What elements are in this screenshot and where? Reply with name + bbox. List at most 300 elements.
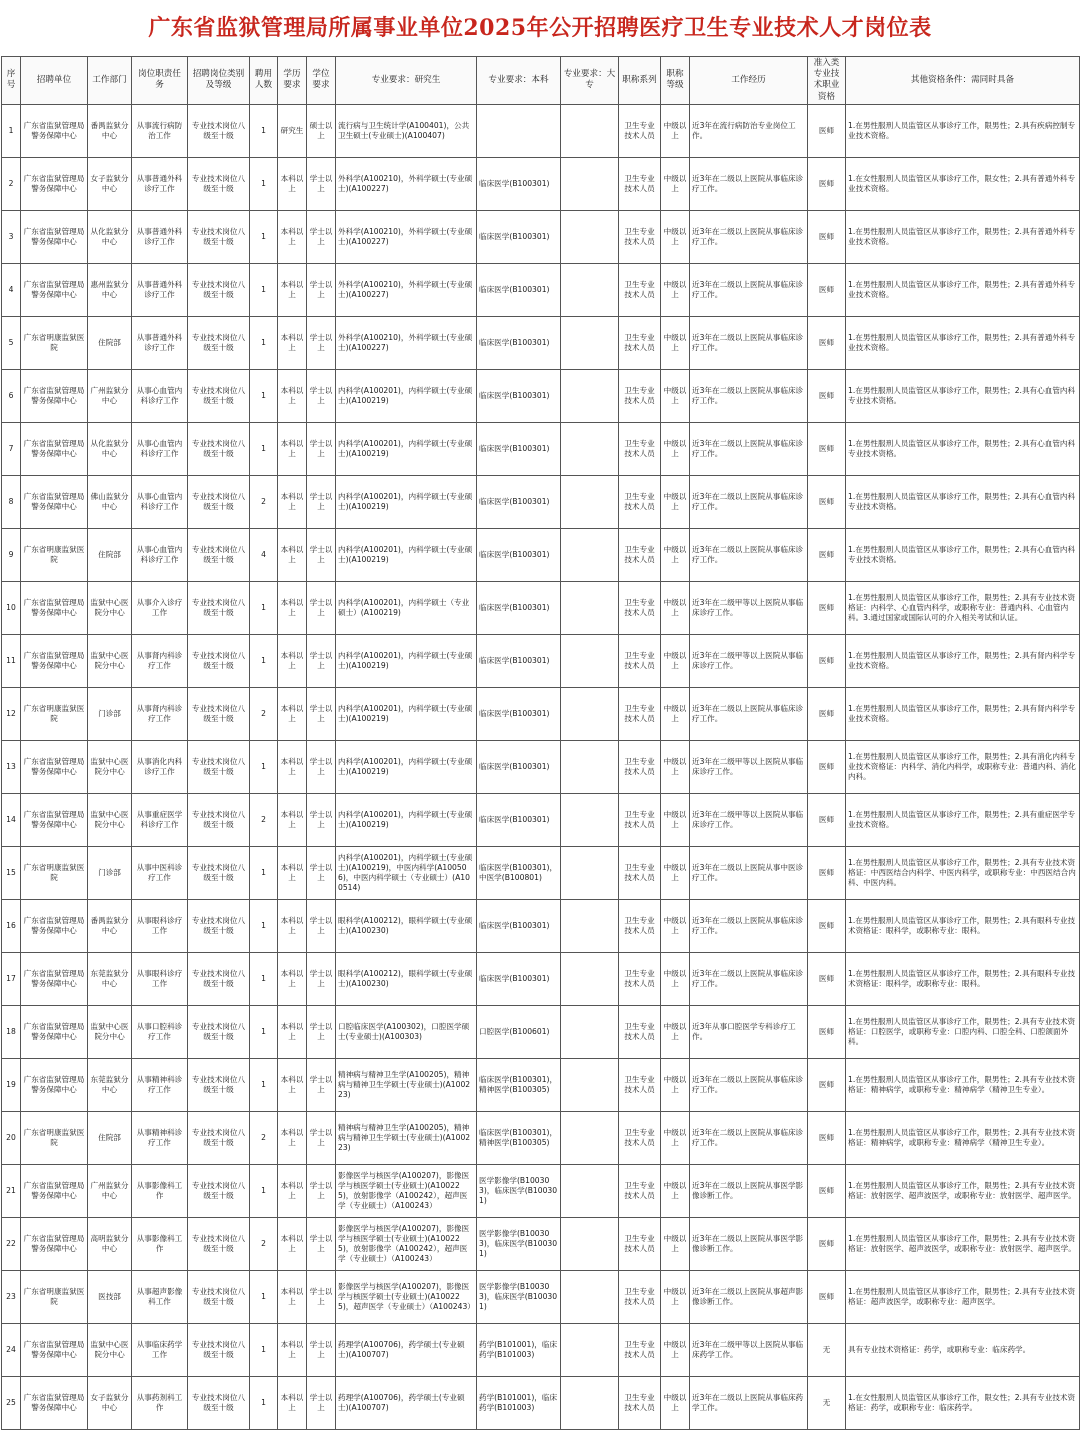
cell-col-dept: 惠州监狱分中心 — [88, 263, 132, 316]
cell-col-license: 医师 — [808, 369, 846, 422]
cell-col-unit: 广东省明康监狱医院 — [21, 528, 88, 581]
cell-col-experience: 近3年在二级甲等以上医院从事临床诊疗工作。 — [690, 793, 808, 846]
cell-col-major-grad: 内科学(A100201)，内科学硕士(专业硕士)(A100219) — [336, 634, 477, 687]
cell-col-count: 1 — [250, 1164, 278, 1217]
cell-col-unit: 广东省监狱管理局警务保障中心 — [21, 740, 88, 793]
cell-col-other-conditions: 1.在男性服刑人员监管区从事诊疗工作，限男性；2.具有心血管内科专业技术资格。 — [846, 422, 1080, 475]
cell-col-dept: 监狱中心医院分中心 — [88, 581, 132, 634]
cell-col-category: 专业技术岗位八级至十级 — [188, 528, 250, 581]
cell-col-major-college — [561, 1111, 619, 1164]
cell-col-experience: 近3年在二级以上医院从事临床诊疗工作。 — [690, 687, 808, 740]
cell-col-count: 2 — [250, 687, 278, 740]
cell-col-title-series: 卫生专业技术人员 — [619, 1270, 661, 1323]
cell-col-title-series: 卫生专业技术人员 — [619, 316, 661, 369]
cell-col-degree: 学士以上 — [307, 740, 336, 793]
cell-col-degree: 学士以上 — [307, 1005, 336, 1058]
cell-col-license: 医师 — [808, 210, 846, 263]
cell-col-license: 医师 — [808, 263, 846, 316]
cell-col-education: 本科以上 — [278, 475, 307, 528]
cell-col-major-bachelor: 临床医学(B100301) — [477, 687, 561, 740]
cell-col-major-bachelor: 临床医学(B100301) — [477, 899, 561, 952]
cell-col-experience: 近3年在二级以上医院从事中医诊疗工作。 — [690, 846, 808, 899]
cell-col-dept: 门诊部 — [88, 687, 132, 740]
cell-col-education: 本科以上 — [278, 952, 307, 1005]
cell-col-education: 本科以上 — [278, 687, 307, 740]
table-row — [2, 369, 1080, 422]
cell-col-title-level: 中级以上 — [661, 1164, 690, 1217]
cell-col-license: 医师 — [808, 1058, 846, 1111]
cell-col-category: 专业技术岗位八级至十级 — [188, 1323, 250, 1376]
cell-col-experience: 近3年在流行病防治专业岗位工作。 — [690, 104, 808, 157]
cell-col-title-series: 卫生专业技术人员 — [619, 475, 661, 528]
cell-col-duty: 从事心血管内科诊疗工作 — [132, 528, 188, 581]
cell-col-degree: 学士以上 — [307, 475, 336, 528]
cell-col-education: 本科以上 — [278, 263, 307, 316]
cell-col-major-college — [561, 422, 619, 475]
cell-col-unit: 广东省监狱管理局警务保障中心 — [21, 1005, 88, 1058]
cell-col-count: 1 — [250, 1323, 278, 1376]
cell-col-experience: 近3年在二级以上医院从事临床诊疗工作。 — [690, 1111, 808, 1164]
cell-col-major-college — [561, 1058, 619, 1111]
cell-col-title-series: 卫生专业技术人员 — [619, 899, 661, 952]
cell-col-duty: 从事眼科诊疗工作 — [132, 952, 188, 1005]
document-title: 广东省监狱管理局所属事业单位2025年公开招聘医疗卫生专业技术人才岗位表 — [148, 15, 932, 41]
cell-col-title-series: 卫生专业技术人员 — [619, 1376, 661, 1429]
cell-col-unit: 广东省监狱管理局警务保障中心 — [21, 369, 88, 422]
cell-col-seq: 1 — [2, 104, 21, 157]
cell-col-count: 1 — [250, 1376, 278, 1429]
cell-col-degree: 学士以上 — [307, 634, 336, 687]
cell-col-title-series: 卫生专业技术人员 — [619, 422, 661, 475]
cell-col-seq: 12 — [2, 687, 21, 740]
cell-col-degree: 学士以上 — [307, 1111, 336, 1164]
table-row — [2, 740, 1080, 793]
cell-col-title-series: 卫生专业技术人员 — [619, 1058, 661, 1111]
cell-col-education: 本科以上 — [278, 846, 307, 899]
cell-col-education: 本科以上 — [278, 1270, 307, 1323]
cell-col-license: 无 — [808, 1376, 846, 1429]
cell-col-dept: 从化监狱分中心 — [88, 422, 132, 475]
cell-col-major-grad: 内科学(A100201)，内科学硕士(专业硕士)(A100219) — [336, 422, 477, 475]
cell-col-other-conditions: 1.在男性服刑人员监管区从事诊疗工作，限男性；2.具有重症医学专业技术资格。 — [846, 793, 1080, 846]
cell-col-count: 1 — [250, 1270, 278, 1323]
cell-col-major-bachelor: 临床医学(B100301) — [477, 157, 561, 210]
cell-col-license: 医师 — [808, 1164, 846, 1217]
cell-col-title-series: 卫生专业技术人员 — [619, 1164, 661, 1217]
cell-col-unit: 广东省监狱管理局警务保障中心 — [21, 1323, 88, 1376]
cell-col-experience: 近3年在二级以上医院从事临床诊疗工作。 — [690, 528, 808, 581]
cell-col-title-level: 中级以上 — [661, 263, 690, 316]
header-col-duty: 岗位职责任务 — [132, 57, 188, 105]
cell-col-experience: 近3年在二级以上医院从事超声影像诊断工作。 — [690, 1270, 808, 1323]
cell-col-major-grad: 药理学(A100706)，药学硕士(专业硕士)(A100707) — [336, 1323, 477, 1376]
cell-col-duty: 从事心血管内科诊疗工作 — [132, 422, 188, 475]
cell-col-other-conditions: 具有专业技术资格证：药学，或职称专业：临床药学。 — [846, 1323, 1080, 1376]
cell-col-other-conditions: 1.在男性服刑人员监管区从事诊疗工作，限男性；2.具有专业技术资格证：放射医学、超声波医学，或职称专业：放射医学、超声医学。 — [846, 1164, 1080, 1217]
cell-col-other-conditions: 1.在男性服刑人员监管区从事诊疗工作，限男性；2.具有专业技术资格证：精神病学，或职称专业：精神病学（精神卫生专业）。 — [846, 1058, 1080, 1111]
cell-col-major-college — [561, 1323, 619, 1376]
cell-col-duty: 从事药剂科工作 — [132, 1376, 188, 1429]
cell-col-major-grad: 内科学(A100201)，内科学硕士(专业硕士)(A100219) — [336, 528, 477, 581]
cell-col-education: 本科以上 — [278, 422, 307, 475]
cell-col-count: 4 — [250, 528, 278, 581]
cell-col-license: 医师 — [808, 687, 846, 740]
cell-col-degree: 学士以上 — [307, 846, 336, 899]
cell-col-other-conditions: 1.在男性服刑人员监管区从事诊疗工作，限男性；2.具有心血管内科专业技术资格。 — [846, 528, 1080, 581]
cell-col-education: 本科以上 — [278, 1376, 307, 1429]
cell-col-count: 1 — [250, 263, 278, 316]
header-col-category: 招聘岗位类别及等级 — [188, 57, 250, 105]
header-row — [2, 57, 1080, 105]
header-col-seq: 序号 — [2, 57, 21, 105]
cell-col-major-grad: 内科学(A100201)，内科学硕士(专业硕士)(A100219) — [336, 793, 477, 846]
cell-col-other-conditions: 1.在男性服刑人员监管区从事诊疗工作，限男性；2.具有眼科专业技术资格证：眼科学，或职称专业：眼科。 — [846, 952, 1080, 1005]
cell-col-dept: 医技部 — [88, 1270, 132, 1323]
cell-col-unit: 广东省明康监狱医院 — [21, 846, 88, 899]
cell-col-education: 本科以上 — [278, 899, 307, 952]
cell-col-education: 研究生 — [278, 104, 307, 157]
cell-col-title-level: 中级以上 — [661, 1323, 690, 1376]
cell-col-license: 医师 — [808, 1270, 846, 1323]
cell-col-title-series: 卫生专业技术人员 — [619, 1111, 661, 1164]
cell-col-major-college — [561, 1005, 619, 1058]
cell-col-major-bachelor: 临床医学(B100301) — [477, 740, 561, 793]
cell-col-degree: 学士以上 — [307, 157, 336, 210]
cell-col-other-conditions: 1.在男性服刑人员监管区从事诊疗工作，限男性；2.具有肾内科学专业技术资格。 — [846, 634, 1080, 687]
cell-col-other-conditions: 1.在男性服刑人员监管区从事诊疗工作，限男性；2.具有普通外科专业技术资格。 — [846, 263, 1080, 316]
cell-col-experience: 近3年在二级以上医院从事临床诊疗工作。 — [690, 475, 808, 528]
cell-col-major-grad: 内科学(A100201)，内科学硕士（专业硕士）(A100219) — [336, 581, 477, 634]
cell-col-duty: 从事消化内科诊疗工作 — [132, 740, 188, 793]
cell-col-major-bachelor: 临床医学(B100301) — [477, 263, 561, 316]
table-row — [2, 210, 1080, 263]
table-header — [2, 57, 1080, 105]
cell-col-seq: 24 — [2, 1323, 21, 1376]
cell-col-education: 本科以上 — [278, 1217, 307, 1270]
cell-col-major-bachelor: 医学影像学(B100303)，临床医学(B100301) — [477, 1164, 561, 1217]
cell-col-unit: 广东省监狱管理局警务保障中心 — [21, 422, 88, 475]
cell-col-unit: 广东省明康监狱医院 — [21, 1270, 88, 1323]
cell-col-category: 专业技术岗位八级至十级 — [188, 157, 250, 210]
cell-col-license: 医师 — [808, 157, 846, 210]
table-row — [2, 1217, 1080, 1270]
cell-col-education: 本科以上 — [278, 1005, 307, 1058]
cell-col-title-series: 卫生专业技术人员 — [619, 1005, 661, 1058]
cell-col-category: 专业技术岗位八级至十级 — [188, 687, 250, 740]
cell-col-seq: 9 — [2, 528, 21, 581]
cell-col-major-college — [561, 634, 619, 687]
cell-col-category: 专业技术岗位八级至十级 — [188, 899, 250, 952]
cell-col-major-college — [561, 316, 619, 369]
cell-col-license: 医师 — [808, 1005, 846, 1058]
cell-col-license: 医师 — [808, 581, 846, 634]
cell-col-experience: 近3年在二级以上医院从事临床诊疗工作。 — [690, 369, 808, 422]
cell-col-category: 专业技术岗位八级至十级 — [188, 1111, 250, 1164]
cell-col-title-series: 卫生专业技术人员 — [619, 1323, 661, 1376]
cell-col-title-series: 卫生专业技术人员 — [619, 846, 661, 899]
header-col-other-conditions: 其他资格条件：需同时具备 — [846, 57, 1080, 105]
cell-col-count: 1 — [250, 846, 278, 899]
cell-col-dept: 监狱中心医院分中心 — [88, 634, 132, 687]
cell-col-seq: 15 — [2, 846, 21, 899]
cell-col-other-conditions: 1.在男性服刑人员监管区从事诊疗工作，限男性；2.具有疾病控制专业技术资格。 — [846, 104, 1080, 157]
cell-col-duty: 从事重症医学科诊疗工作 — [132, 793, 188, 846]
header-col-license: 准入类专业技术职业资格 — [808, 57, 846, 105]
cell-col-category: 专业技术岗位八级至十级 — [188, 104, 250, 157]
cell-col-dept: 从化监狱分中心 — [88, 210, 132, 263]
cell-col-unit: 广东省监狱管理局警务保障中心 — [21, 793, 88, 846]
cell-col-title-series: 卫生专业技术人员 — [619, 687, 661, 740]
cell-col-unit: 广东省监狱管理局警务保障中心 — [21, 899, 88, 952]
cell-col-license: 无 — [808, 1323, 846, 1376]
cell-col-dept: 监狱中心医院分中心 — [88, 1005, 132, 1058]
cell-col-category: 专业技术岗位八级至十级 — [188, 1217, 250, 1270]
cell-col-education: 本科以上 — [278, 1323, 307, 1376]
table-row — [2, 634, 1080, 687]
cell-col-other-conditions: 1.在男性服刑人员监管区从事诊疗工作，限男性；2.具有眼科专业技术资格证：眼科学，或职称专业：眼科。 — [846, 899, 1080, 952]
cell-col-duty: 从事心血管内科诊疗工作 — [132, 369, 188, 422]
cell-col-major-college — [561, 210, 619, 263]
table-row — [2, 581, 1080, 634]
cell-col-license: 医师 — [808, 793, 846, 846]
cell-col-duty: 从事影像科工作 — [132, 1217, 188, 1270]
cell-col-seq: 19 — [2, 1058, 21, 1111]
cell-col-license: 医师 — [808, 104, 846, 157]
cell-col-experience: 近3年在二级以上医院从事临床诊疗工作。 — [690, 899, 808, 952]
cell-col-title-series: 卫生专业技术人员 — [619, 1217, 661, 1270]
cell-col-other-conditions: 1.在男性服刑人员监管区从事诊疗工作，限男性；2.具有专业技术资格证：精神病学，或职称专业：精神病学（精神卫生专业）。 — [846, 1111, 1080, 1164]
cell-col-category: 专业技术岗位八级至十级 — [188, 952, 250, 1005]
table-row — [2, 1164, 1080, 1217]
cell-col-major-college — [561, 1164, 619, 1217]
cell-col-other-conditions: 1.在男性服刑人员监管区从事诊疗工作，限男性；2.具有专业技术资格证：内科学、心血管内科学，或职称专业：普通内科、心血管内科。3.通过国家或国际认可的介入相关考试和认证。 — [846, 581, 1080, 634]
cell-col-major-bachelor: 临床医学(B100301) — [477, 793, 561, 846]
cell-col-major-college — [561, 369, 619, 422]
cell-col-dept: 女子监狱分中心 — [88, 1376, 132, 1429]
cell-col-duty: 从事普通外科诊疗工作 — [132, 263, 188, 316]
cell-col-dept: 监狱中心医院分中心 — [88, 793, 132, 846]
cell-col-major-bachelor: 临床医学(B100301) — [477, 952, 561, 1005]
cell-col-major-college — [561, 793, 619, 846]
cell-col-unit: 广东省监狱管理局警务保障中心 — [21, 210, 88, 263]
table-row — [2, 263, 1080, 316]
cell-col-degree: 学士以上 — [307, 1217, 336, 1270]
table-row — [2, 1270, 1080, 1323]
cell-col-count: 1 — [250, 422, 278, 475]
cell-col-seq: 3 — [2, 210, 21, 263]
cell-col-experience: 近3年从事口腔医学专科诊疗工作。 — [690, 1005, 808, 1058]
cell-col-major-bachelor: 临床医学(B100301) — [477, 475, 561, 528]
cell-col-unit: 广东省监狱管理局警务保障中心 — [21, 581, 88, 634]
cell-col-title-level: 中级以上 — [661, 899, 690, 952]
cell-col-dept: 门诊部 — [88, 846, 132, 899]
cell-col-other-conditions: 1.在女性服刑人员监管区从事诊疗工作，限女性；2.具有普通外科专业技术资格。 — [846, 157, 1080, 210]
cell-col-seq: 13 — [2, 740, 21, 793]
cell-col-category: 专业技术岗位八级至十级 — [188, 1164, 250, 1217]
cell-col-title-series: 卫生专业技术人员 — [619, 952, 661, 1005]
cell-col-dept: 番禺监狱分中心 — [88, 899, 132, 952]
header-col-experience: 工作经历 — [690, 57, 808, 105]
cell-col-duty: 从事心血管内科诊疗工作 — [132, 475, 188, 528]
cell-col-license: 医师 — [808, 528, 846, 581]
cell-col-major-college — [561, 899, 619, 952]
cell-col-major-grad: 外科学(A100210)，外科学硕士(专业硕士)(A100227) — [336, 210, 477, 263]
cell-col-duty: 从事肾内科诊疗工作 — [132, 634, 188, 687]
cell-col-count: 1 — [250, 952, 278, 1005]
cell-col-title-level: 中级以上 — [661, 1270, 690, 1323]
cell-col-count: 1 — [250, 316, 278, 369]
cell-col-major-bachelor: 临床医学(B100301) — [477, 422, 561, 475]
cell-col-title-level: 中级以上 — [661, 210, 690, 263]
cell-col-title-series: 卫生专业技术人员 — [619, 793, 661, 846]
cell-col-title-level: 中级以上 — [661, 581, 690, 634]
cell-col-title-level: 中级以上 — [661, 1058, 690, 1111]
cell-col-category: 专业技术岗位八级至十级 — [188, 369, 250, 422]
cell-col-major-bachelor: 临床医学(B100301)，中医学(B100801) — [477, 846, 561, 899]
cell-col-dept: 佛山监狱分中心 — [88, 475, 132, 528]
cell-col-seq: 11 — [2, 634, 21, 687]
cell-col-category: 专业技术岗位八级至十级 — [188, 475, 250, 528]
cell-col-major-college — [561, 104, 619, 157]
cell-col-category: 专业技术岗位八级至十级 — [188, 422, 250, 475]
cell-col-dept: 住院部 — [88, 1111, 132, 1164]
table-row — [2, 528, 1080, 581]
cell-col-duty: 从事普通外科诊疗工作 — [132, 157, 188, 210]
cell-col-major-college — [561, 1217, 619, 1270]
cell-col-duty: 从事肾内科诊疗工作 — [132, 687, 188, 740]
table-row — [2, 1005, 1080, 1058]
cell-col-license: 医师 — [808, 422, 846, 475]
cell-col-license: 医师 — [808, 899, 846, 952]
cell-col-major-grad: 精神病与精神卫生学(A100205)，精神病与精神卫生学硕士(专业硕士)(A100223) — [336, 1111, 477, 1164]
cell-col-major-bachelor: 临床医学(B100301)，精神医学(B100305) — [477, 1111, 561, 1164]
cell-col-dept: 监狱中心医院分中心 — [88, 1323, 132, 1376]
cell-col-title-level: 中级以上 — [661, 1111, 690, 1164]
cell-col-other-conditions: 1.在男性服刑人员监管区从事诊疗工作，限男性；2.具有心血管内科专业技术资格。 — [846, 475, 1080, 528]
table-row — [2, 1058, 1080, 1111]
cell-col-title-series: 卫生专业技术人员 — [619, 581, 661, 634]
cell-col-duty: 从事中医科诊疗工作 — [132, 846, 188, 899]
cell-col-dept: 东莞监狱分中心 — [88, 952, 132, 1005]
cell-col-duty: 从事流行病防治工作 — [132, 104, 188, 157]
cell-col-dept: 东莞监狱分中心 — [88, 1058, 132, 1111]
cell-col-other-conditions: 1.在男性服刑人员监管区从事诊疗工作，限男性；2.具有专业技术资格证：放射医学、超声波医学，或职称专业：放射医学、超声医学。 — [846, 1217, 1080, 1270]
cell-col-education: 本科以上 — [278, 793, 307, 846]
cell-col-title-level: 中级以上 — [661, 846, 690, 899]
cell-col-seq: 10 — [2, 581, 21, 634]
cell-col-education: 本科以上 — [278, 210, 307, 263]
cell-col-seq: 5 — [2, 316, 21, 369]
cell-col-license: 医师 — [808, 634, 846, 687]
cell-col-major-college — [561, 528, 619, 581]
header-col-major-grad: 专业要求：研究生 — [336, 57, 477, 105]
cell-col-major-grad: 眼科学(A100212)，眼科学硕士(专业硕士)(A100230) — [336, 952, 477, 1005]
cell-col-title-series: 卫生专业技术人员 — [619, 528, 661, 581]
cell-col-seq: 14 — [2, 793, 21, 846]
table-row — [2, 422, 1080, 475]
cell-col-other-conditions: 1.在男性服刑人员监管区从事诊疗工作，限男性；2.具有肾内科学专业技术资格。 — [846, 687, 1080, 740]
cell-col-major-grad: 内科学(A100201)，内科学硕士(专业硕士)(A100219) — [336, 740, 477, 793]
cell-col-experience: 近3年在二级以上医院从事临床诊疗工作。 — [690, 263, 808, 316]
cell-col-degree: 学士以上 — [307, 1058, 336, 1111]
cell-col-category: 专业技术岗位八级至十级 — [188, 1058, 250, 1111]
cell-col-license: 医师 — [808, 740, 846, 793]
cell-col-degree: 学士以上 — [307, 581, 336, 634]
cell-col-title-level: 中级以上 — [661, 316, 690, 369]
cell-col-degree: 学士以上 — [307, 210, 336, 263]
cell-col-count: 1 — [250, 899, 278, 952]
cell-col-count: 1 — [250, 369, 278, 422]
cell-col-degree: 学士以上 — [307, 899, 336, 952]
cell-col-major-grad: 内科学(A100201)，内科学硕士(专业硕士)(A100219) — [336, 475, 477, 528]
cell-col-dept: 广州监狱分中心 — [88, 1164, 132, 1217]
cell-col-title-level: 中级以上 — [661, 475, 690, 528]
table-row — [2, 316, 1080, 369]
cell-col-unit: 广东省监狱管理局警务保障中心 — [21, 157, 88, 210]
cell-col-major-bachelor: 医学影像学(B100303)，临床医学(B100301) — [477, 1270, 561, 1323]
cell-col-major-grad: 眼科学(A100212)，眼科学硕士(专业硕士)(A100230) — [336, 899, 477, 952]
table-row — [2, 475, 1080, 528]
table-body — [2, 104, 1080, 1429]
cell-col-major-bachelor: 药学(B101001)，临床药学(B101003) — [477, 1323, 561, 1376]
header-col-count: 聘用人数 — [250, 57, 278, 105]
cell-col-experience: 近3年在二级甲等以上医院从事临床诊疗工作。 — [690, 740, 808, 793]
header-col-unit: 招聘单位 — [21, 57, 88, 105]
table-row — [2, 952, 1080, 1005]
cell-col-title-series: 卫生专业技术人员 — [619, 104, 661, 157]
cell-col-duty: 从事临床药学工作 — [132, 1323, 188, 1376]
cell-col-unit: 广东省监狱管理局警务保障中心 — [21, 1376, 88, 1429]
table-row — [2, 1323, 1080, 1376]
cell-col-experience: 近3年在二级以上医院从事临床诊疗工作。 — [690, 1058, 808, 1111]
cell-col-experience: 近3年在二级甲等以上医院从事临床药学工作。 — [690, 1323, 808, 1376]
cell-col-major-grad: 影像医学与核医学(A100207)，影像医学与核医学硕士(专业硕士)(A100225)，放射影像学（A100242），超声医学（专业硕士）（A100243） — [336, 1217, 477, 1270]
cell-col-duty: 从事精神科诊疗工作 — [132, 1111, 188, 1164]
cell-col-category: 专业技术岗位八级至十级 — [188, 581, 250, 634]
cell-col-major-grad: 药理学(A100706)，药学硕士(专业硕士)(A100707) — [336, 1376, 477, 1429]
cell-col-title-series: 卫生专业技术人员 — [619, 634, 661, 687]
cell-col-duty: 从事口腔科诊疗工作 — [132, 1005, 188, 1058]
cell-col-major-bachelor — [477, 104, 561, 157]
cell-col-unit: 广东省明康监狱医院 — [21, 687, 88, 740]
cell-col-count: 1 — [250, 634, 278, 687]
table-row — [2, 899, 1080, 952]
cell-col-experience: 近3年在二级以上医院从事临床药学工作。 — [690, 1376, 808, 1429]
header-col-title-series: 职称系列 — [619, 57, 661, 105]
cell-col-title-level: 中级以上 — [661, 157, 690, 210]
cell-col-duty: 从事普通外科诊疗工作 — [132, 210, 188, 263]
cell-col-category: 专业技术岗位八级至十级 — [188, 210, 250, 263]
cell-col-education: 本科以上 — [278, 634, 307, 687]
cell-col-degree: 学士以上 — [307, 1164, 336, 1217]
cell-col-education: 本科以上 — [278, 369, 307, 422]
cell-col-major-bachelor: 口腔医学(B100601) — [477, 1005, 561, 1058]
cell-col-license: 医师 — [808, 316, 846, 369]
cell-col-other-conditions: 1.在男性服刑人员监管区从事诊疗工作，限男性；2.具有普通外科专业技术资格。 — [846, 316, 1080, 369]
cell-col-major-college — [561, 740, 619, 793]
position-table — [1, 56, 1080, 1430]
cell-col-dept: 监狱中心医院分中心 — [88, 740, 132, 793]
cell-col-category: 专业技术岗位八级至十级 — [188, 263, 250, 316]
cell-col-degree: 学士以上 — [307, 422, 336, 475]
cell-col-degree: 学士以上 — [307, 952, 336, 1005]
cell-col-degree: 学士以上 — [307, 316, 336, 369]
cell-col-seq: 21 — [2, 1164, 21, 1217]
cell-col-count: 2 — [250, 1111, 278, 1164]
cell-col-experience: 近3年在二级以上医院从事医学影像诊断工作。 — [690, 1164, 808, 1217]
cell-col-seq: 16 — [2, 899, 21, 952]
cell-col-major-grad: 影像医学与核医学(A100207)，影像医学与核医学硕士(专业硕士)(A100225)，放射影像学（A100242），超声医学（专业硕士）（A100243） — [336, 1164, 477, 1217]
